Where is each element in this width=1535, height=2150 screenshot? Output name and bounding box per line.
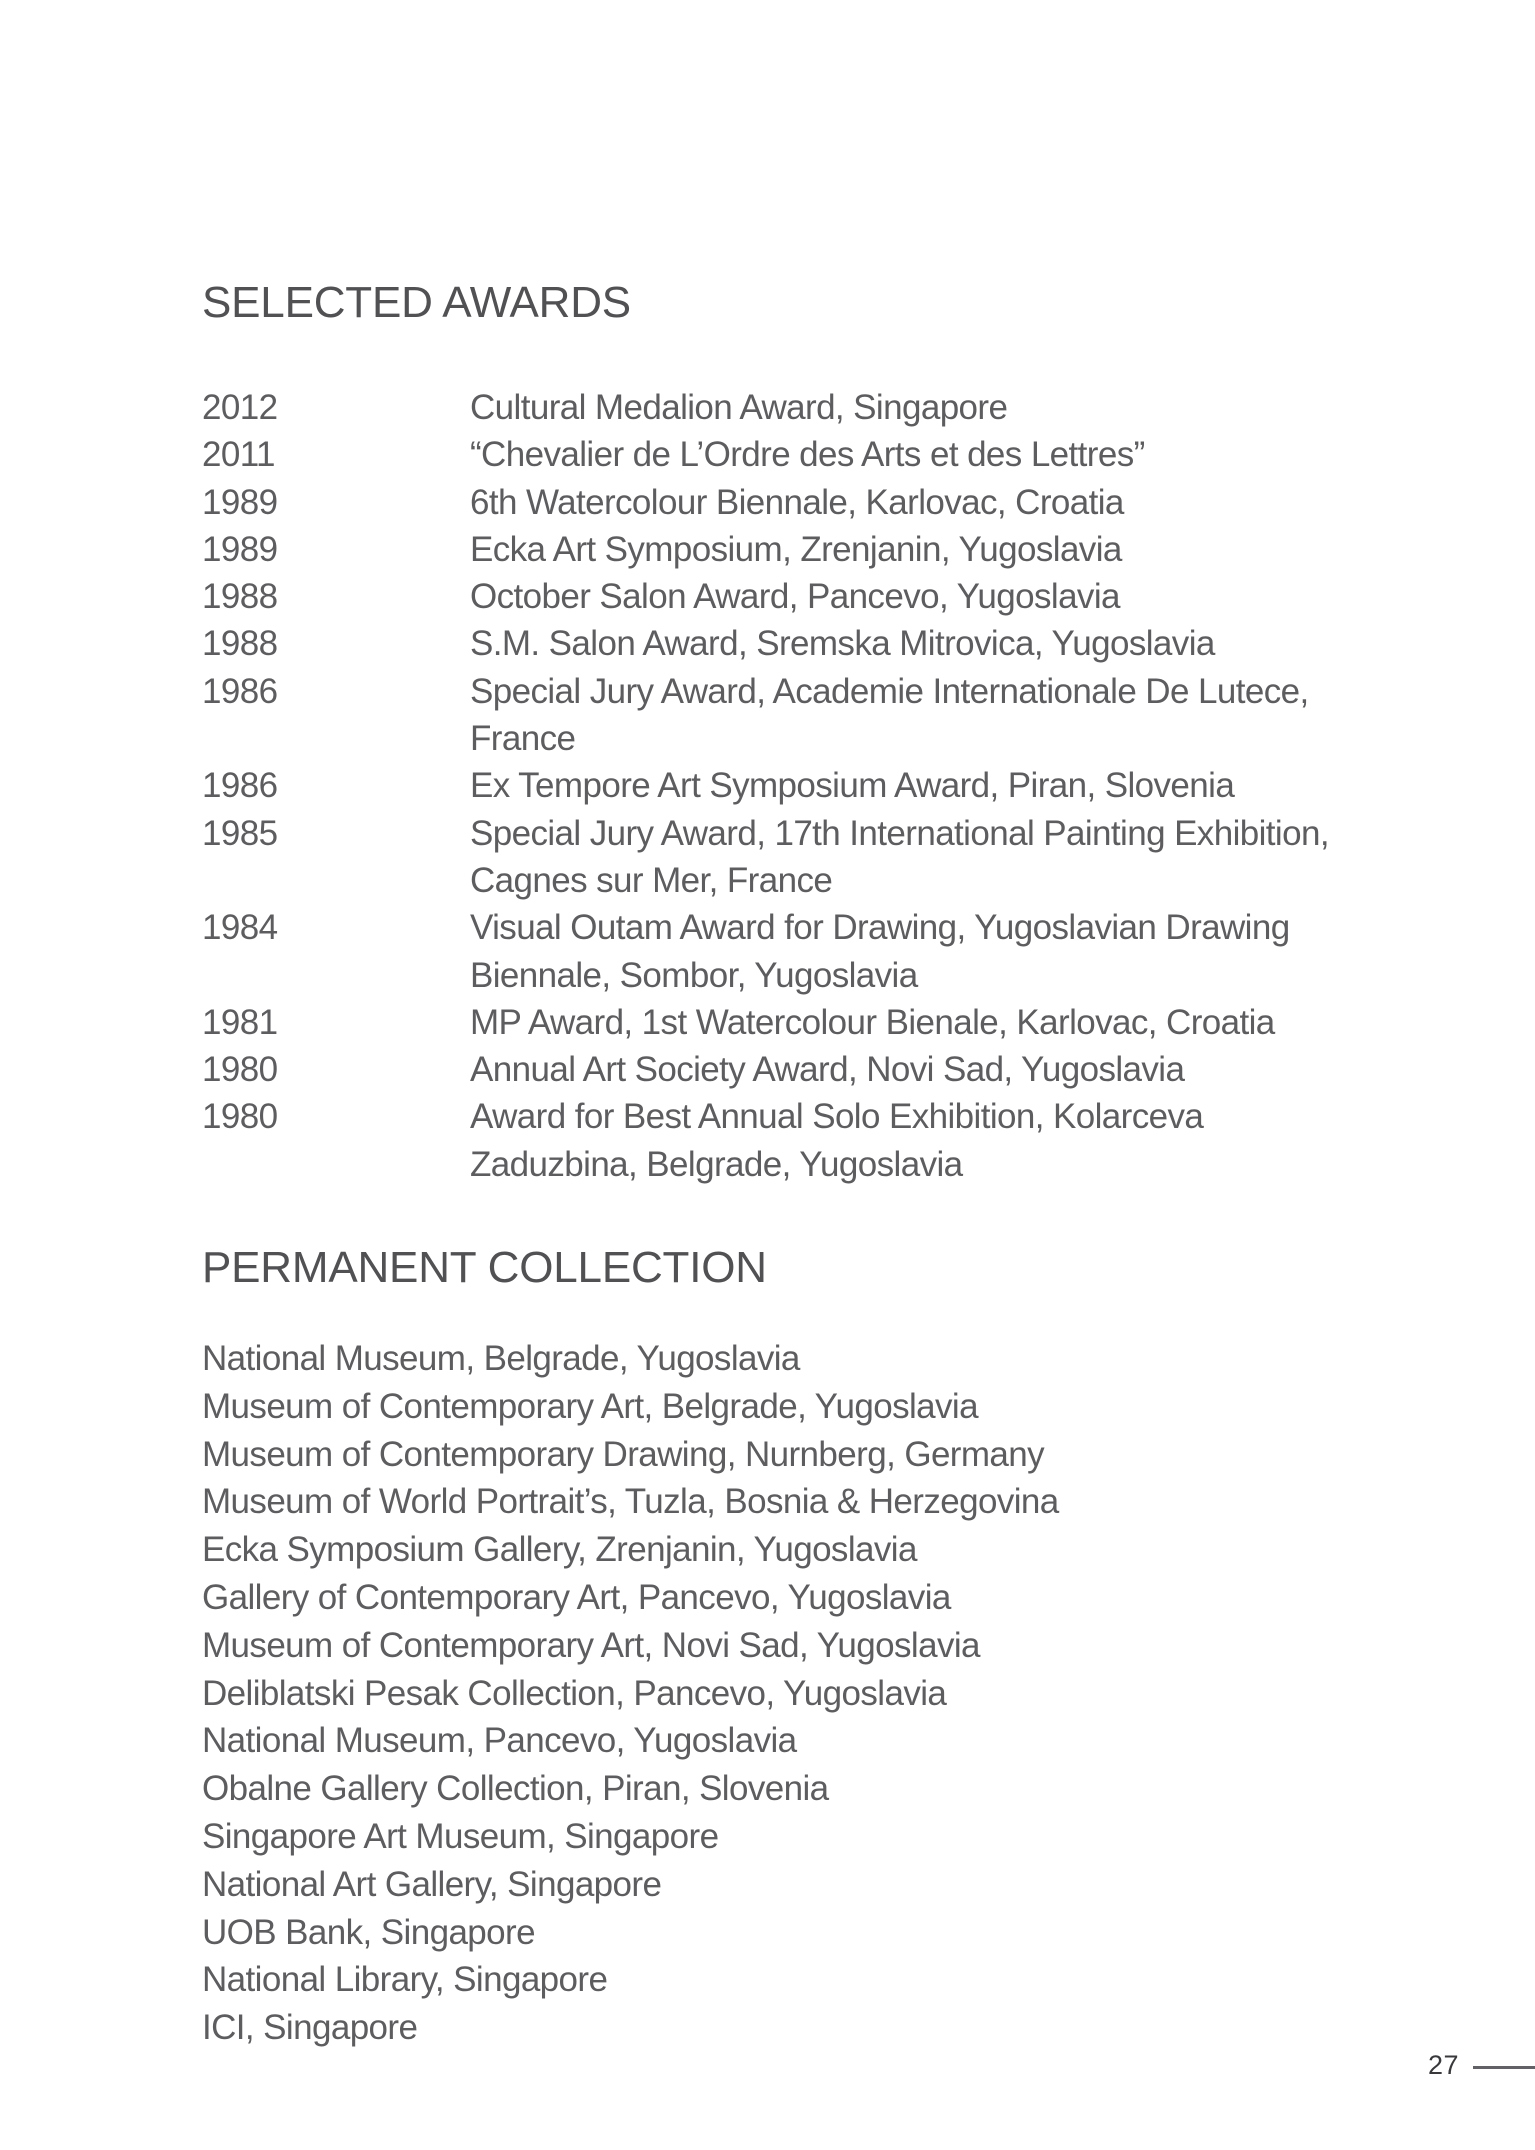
collection-item: Obalne Gallery Collection, Piran, Slovenia	[202, 1769, 829, 1809]
award-row	[202, 762, 1535, 809]
collection-item: Deliblatski Pesak Collection, Pancevo, Yugoslavia	[202, 1673, 947, 1713]
award-year: 1988	[202, 624, 278, 664]
award-row	[202, 479, 1535, 526]
collection-item: National Art Gallery, Singapore	[202, 1864, 662, 1904]
award-description-line: Award for Best Annual Solo Exhibition, Kolarceva	[470, 1097, 1204, 1137]
collection-item: Museum of Contemporary Drawing, Nurnberg, Germany	[202, 1434, 1045, 1474]
award-row	[202, 810, 1535, 905]
award-description-line: Special Jury Award, Academie Internationale De Lutece,	[470, 671, 1309, 711]
award-description-line: MP Award, 1st Watercolour Bienale, Karlovac, Croatia	[470, 1002, 1275, 1042]
award-year: 2011	[202, 435, 275, 475]
award-year: 1984	[202, 908, 278, 948]
collection-item: Ecka Symposium Gallery, Zrenjanin, Yugoslavia	[202, 1530, 917, 1570]
award-description	[470, 431, 1535, 478]
award-description	[470, 620, 1535, 667]
collection-item: ICI, Singapore	[202, 2008, 418, 2048]
award-description-line: Ecka Art Symposium, Zrenjanin, Yugoslavia	[470, 529, 1122, 569]
collection-item: National Museum, Pancevo, Yugoslavia	[202, 1721, 797, 1761]
footer-rule	[1473, 2066, 1535, 2069]
award-description	[470, 668, 1535, 763]
award-row	[202, 1046, 1535, 1093]
awards-list	[202, 384, 1535, 1188]
award-year: 1986	[202, 671, 278, 711]
collection-item: Singapore Art Museum, Singapore	[202, 1816, 719, 1856]
award-description	[470, 573, 1535, 620]
award-description-line: Zaduzbina, Belgrade, Yugoslavia	[470, 1144, 963, 1184]
award-row	[202, 904, 1535, 999]
collection-section-title: PERMANENT COLLECTION	[202, 1243, 767, 1292]
award-year: 1989	[202, 529, 278, 569]
award-description-line: Cultural Medalion Award, Singapore	[470, 388, 1008, 427]
award-row	[202, 431, 1535, 478]
award-year: 1980	[202, 1050, 278, 1090]
page-number: 27	[1428, 2050, 1460, 2080]
award-description-line: Special Jury Award, 17th International Painting Exhibition,	[470, 813, 1329, 853]
award-description	[470, 810, 1535, 905]
award-description-line: Cagnes sur Mer, France	[470, 860, 833, 900]
award-description	[470, 762, 1535, 809]
award-year: 1988	[202, 577, 278, 617]
collection-item: Museum of Contemporary Art, Novi Sad, Yugoslavia	[202, 1625, 980, 1665]
award-description	[470, 526, 1535, 573]
collection-list	[202, 1335, 1535, 2052]
award-row	[202, 668, 1535, 763]
award-row	[202, 620, 1535, 667]
award-description	[470, 904, 1535, 999]
collection-item: Museum of Contemporary Art, Belgrade, Yugoslavia	[202, 1386, 978, 1426]
award-year: 1986	[202, 766, 278, 806]
award-description	[470, 384, 1535, 431]
award-description-line: “Chevalier de L’Ordre des Arts et des Lettres”	[470, 435, 1145, 475]
collection-item: Museum of World Portrait’s, Tuzla, Bosnia & Herzegovina	[202, 1482, 1059, 1522]
awards-section-title: SELECTED AWARDS	[202, 278, 631, 327]
award-description-line: France	[470, 719, 576, 759]
award-description-line: Biennale, Sombor, Yugoslavia	[470, 955, 918, 995]
award-description	[470, 999, 1535, 1046]
award-row	[202, 384, 1535, 431]
award-year: 1981	[202, 1002, 278, 1042]
collection-item: Gallery of Contemporary Art, Pancevo, Yugoslavia	[202, 1577, 951, 1617]
award-year: 2012	[202, 388, 278, 427]
award-description	[470, 479, 1535, 526]
award-year: 1989	[202, 482, 278, 522]
award-year: 1985	[202, 813, 278, 853]
collection-item: National Museum, Belgrade, Yugoslavia	[202, 1339, 800, 1378]
award-description	[470, 1046, 1535, 1093]
collection-item: UOB Bank, Singapore	[202, 1912, 535, 1952]
award-row	[202, 1093, 1535, 1188]
award-description-line: Ex Tempore Art Symposium Award, Piran, Slovenia	[470, 766, 1235, 806]
award-description	[470, 1093, 1535, 1188]
award-year: 1980	[202, 1097, 278, 1137]
award-row	[202, 999, 1535, 1046]
award-row	[202, 526, 1535, 573]
award-row	[202, 573, 1535, 620]
award-description-line: October Salon Award, Pancevo, Yugoslavia	[470, 577, 1120, 617]
award-description-line: 6th Watercolour Biennale, Karlovac, Croatia	[470, 482, 1124, 522]
award-description-line: Visual Outam Award for Drawing, Yugoslavian Drawing	[470, 908, 1290, 948]
award-description-line: S.M. Salon Award, Sremska Mitrovica, Yugoslavia	[470, 624, 1215, 664]
collection-item: National Library, Singapore	[202, 1960, 608, 2000]
award-description-line: Annual Art Society Award, Novi Sad, Yugoslavia	[470, 1050, 1185, 1090]
